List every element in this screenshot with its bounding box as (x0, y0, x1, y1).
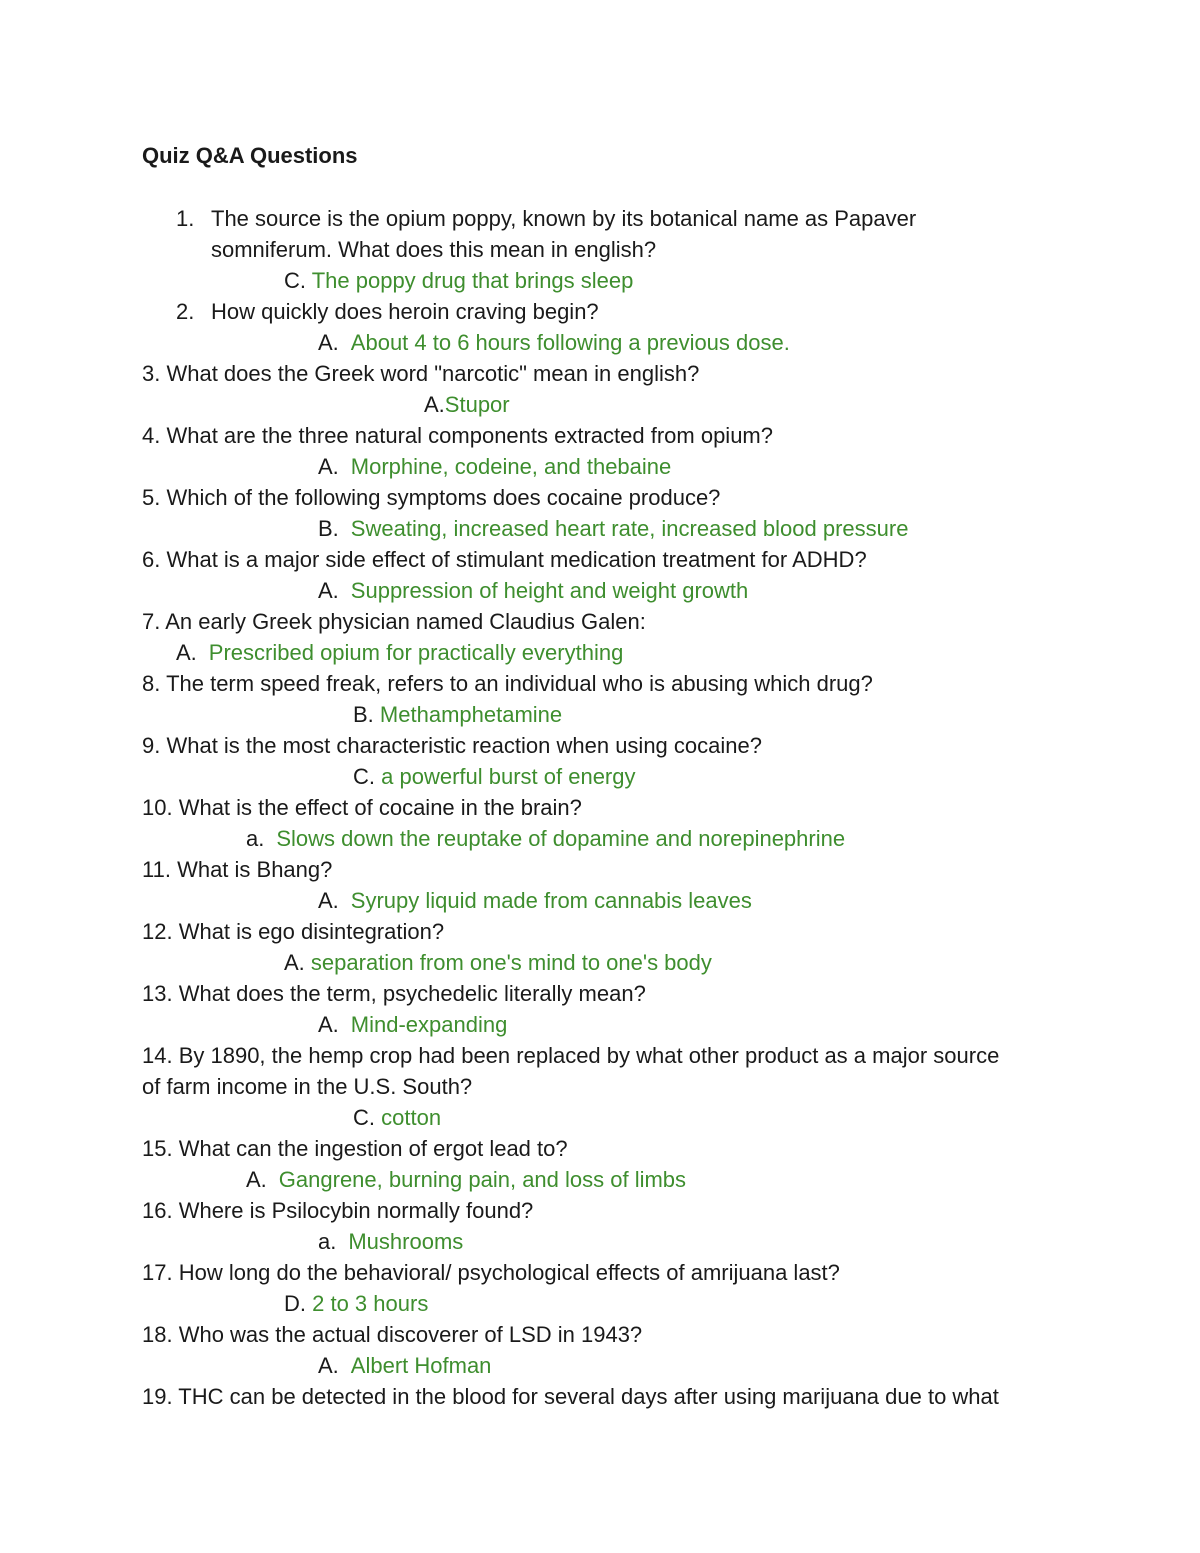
question-list (142, 203, 1072, 1412)
question-1-continuation: somniferum. What does this mean in english? (211, 237, 657, 262)
answer-letter: A. (246, 1167, 267, 1192)
question-1 (142, 203, 1072, 234)
question-15: 15. What can the ingestion of ergot lead to? (142, 1136, 568, 1161)
answer-11 (142, 885, 1072, 916)
question-2 (142, 296, 1072, 327)
answer-text: 2 to 3 hours (312, 1291, 429, 1316)
answer-letter: A. (318, 330, 339, 355)
answer-2 (142, 327, 1072, 358)
question-14: 14. By 1890, the hemp crop had been replaced by what other product as a major source (142, 1043, 1000, 1068)
question-10: 10. What is the effect of cocaine in the brain? (142, 795, 582, 820)
answer-7 (142, 637, 1072, 668)
answer-text: Albert Hofman (350, 1353, 492, 1378)
question-16: 16. Where is Psilocybin normally found? (142, 1198, 534, 1223)
answer-text: separation from one's mind to one's body (310, 950, 712, 975)
document-title: Quiz Q&A Questions (142, 143, 358, 168)
answer-letter: B. (318, 516, 339, 541)
question-5: 5. Which of the following symptoms does cocaine produce? (142, 485, 721, 510)
answer-text: The poppy drug that brings sleep (311, 268, 634, 293)
question-number: 2. (176, 299, 195, 324)
answer-letter: a. (246, 826, 265, 851)
answer-1 (142, 265, 1072, 296)
question-text: The source is the opium poppy, known by its botanical name as Papaver (211, 206, 917, 231)
answer-text: Suppression of height and weight growth (350, 578, 749, 603)
question-text: How quickly does heroin craving begin? (211, 299, 599, 324)
answer-letter: A. (318, 888, 339, 913)
answer-letter: C. (284, 268, 306, 293)
answer-text: Slows down the reuptake of dopamine and norepinephrine (276, 826, 846, 851)
answer-text: Syrupy liquid made from cannabis leaves (350, 888, 752, 913)
answer-letter: A. (318, 454, 339, 479)
answer-letter: A. (318, 1353, 339, 1378)
answer-8 (142, 699, 1072, 730)
answer-5 (142, 513, 1072, 544)
answer-text: a powerful burst of energy (381, 764, 636, 789)
answer-15 (142, 1164, 1072, 1195)
answer-text: Sweating, increased heart rate, increased blood pressure (350, 516, 909, 541)
question-14-continuation: of farm income in the U.S. South? (142, 1074, 473, 1099)
question-8: 8. The term speed freak, refers to an individual who is abusing which drug? (142, 671, 873, 696)
answer-3 (142, 389, 1072, 420)
answer-text: Stupor (444, 392, 510, 417)
answer-14 (142, 1102, 1072, 1133)
answer-letter: C. (353, 764, 375, 789)
answer-text: Mind-expanding (350, 1012, 508, 1037)
answer-letter: a. (318, 1229, 337, 1254)
answer-10 (142, 823, 1072, 854)
answer-12 (142, 947, 1072, 978)
answer-text: Morphine, codeine, and thebaine (350, 454, 672, 479)
question-9: 9. What is the most characteristic reaction when using cocaine? (142, 733, 762, 758)
answer-13 (142, 1009, 1072, 1040)
question-13: 13. What does the term, psychedelic literally mean? (142, 981, 646, 1006)
answer-16 (142, 1226, 1072, 1257)
answer-letter: A. (318, 1012, 339, 1037)
answer-letter: D. (284, 1291, 306, 1316)
answer-text: cotton (381, 1105, 442, 1130)
question-11: 11. What is Bhang? (142, 857, 333, 882)
answer-18 (142, 1350, 1072, 1381)
answer-6 (142, 575, 1072, 606)
question-17: 17. How long do the behavioral/ psychological effects of amrijuana last? (142, 1260, 840, 1285)
question-3: 3. What does the Greek word "narcotic" mean in english? (142, 361, 700, 386)
answer-letter: A. (424, 392, 445, 417)
answer-letter: B. (353, 702, 374, 727)
answer-text: Methamphetamine (379, 702, 563, 727)
answer-17 (142, 1288, 1072, 1319)
answer-text: Prescribed opium for practically everything (208, 640, 624, 665)
answer-9 (142, 761, 1072, 792)
question-12: 12. What is ego disintegration? (142, 919, 445, 944)
answer-text: Gangrene, burning pain, and loss of limbs (278, 1167, 687, 1192)
answer-letter: A. (318, 578, 339, 603)
answer-letter: C. (353, 1105, 375, 1130)
question-number: 1. (176, 206, 195, 231)
answer-text: Mushrooms (348, 1229, 464, 1254)
question-6: 6. What is a major side effect of stimulant medication treatment for ADHD? (142, 547, 867, 572)
question-7: 7. An early Greek physician named Claudius Galen: (142, 609, 646, 634)
question-18: 18. Who was the actual discoverer of LSD in 1943? (142, 1322, 643, 1347)
answer-4 (142, 451, 1072, 482)
question-4: 4. What are the three natural components extracted from opium? (142, 423, 773, 448)
answer-letter: A. (284, 950, 305, 975)
answer-letter: A. (176, 640, 197, 665)
answer-text: About 4 to 6 hours following a previous dose. (350, 330, 790, 355)
question-19: 19. THC can be detected in the blood for several days after using marijuana due to what (142, 1384, 999, 1409)
